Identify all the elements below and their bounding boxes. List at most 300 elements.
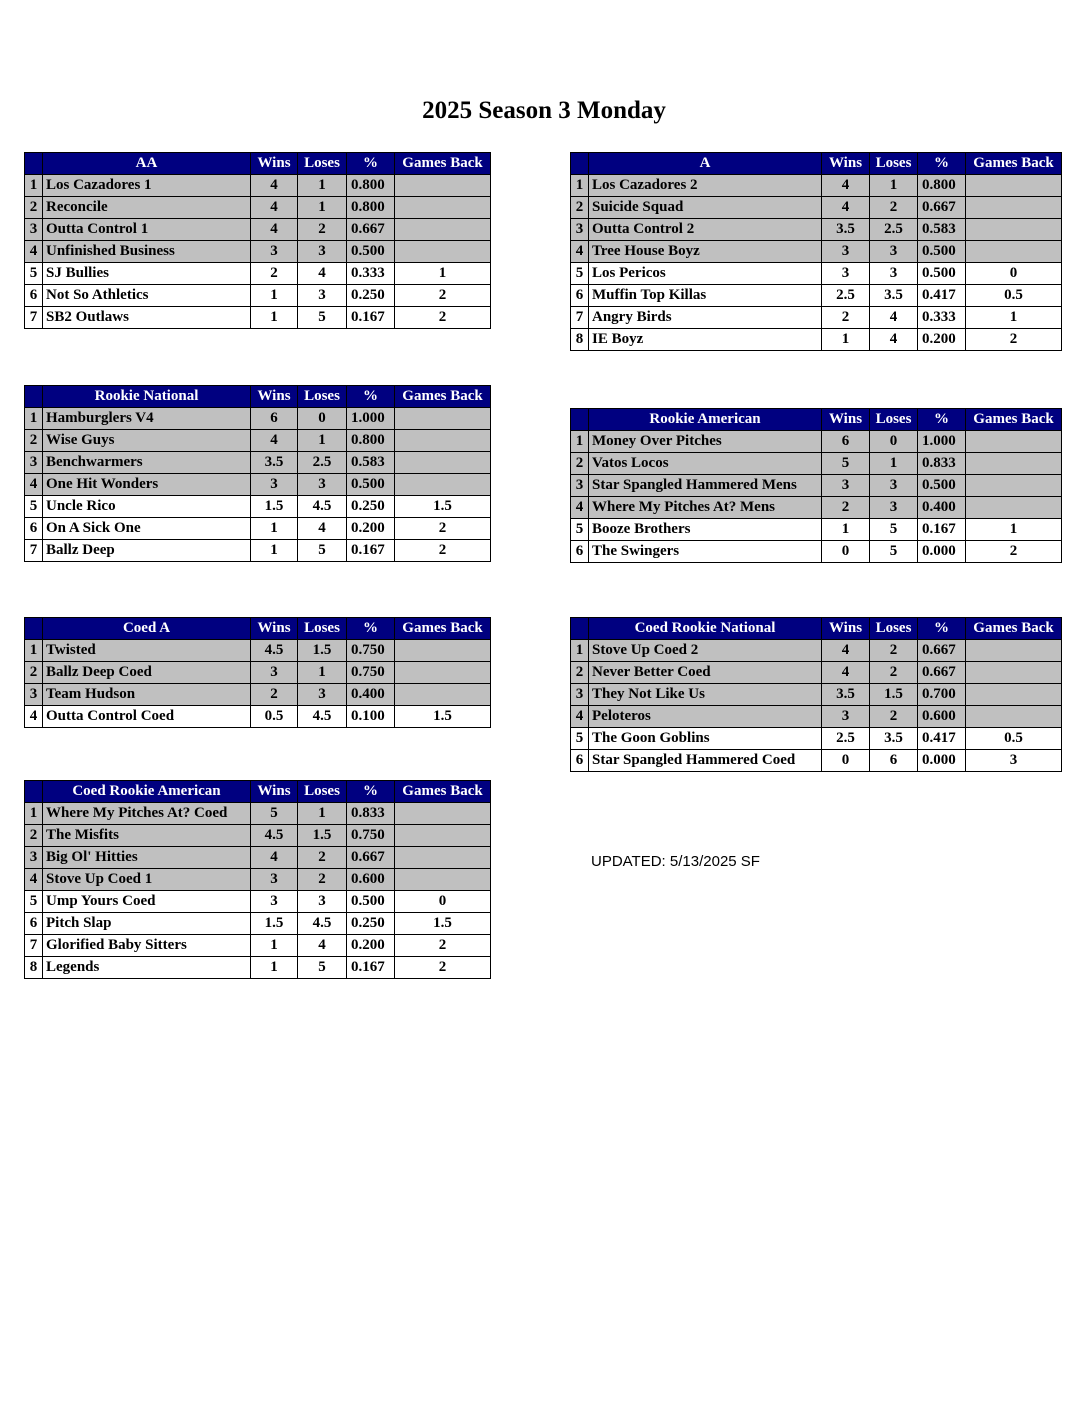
wins-cell: 4 [251,175,298,197]
header-games-back: Games Back [395,781,491,803]
games-back-cell: 1.5 [395,496,491,518]
loses-cell: 4 [298,935,347,957]
table-row [571,684,1062,706]
rank-cell: 7 [25,540,43,562]
table-row [25,803,491,825]
wins-cell: 3 [822,241,870,263]
team-name-cell: Ballz Deep [43,540,251,562]
games-back-cell [395,684,491,706]
wins-cell: 3.5 [251,452,298,474]
loses-cell: 5 [870,541,918,563]
rank-cell: 1 [571,175,589,197]
team-name-cell: On A Sick One [43,518,251,540]
table-row [25,175,491,197]
pct-cell: 0.333 [918,307,966,329]
loses-cell: 2 [870,197,918,219]
rank-cell: 1 [25,640,43,662]
table-row [25,474,491,496]
team-name-cell: Suicide Squad [589,197,822,219]
loses-cell: 1 [298,662,347,684]
pct-cell: 0.200 [347,935,395,957]
games-back-cell [395,430,491,452]
games-back-cell [395,452,491,474]
header-pct: % [347,618,395,640]
wins-cell: 0 [822,541,870,563]
standings-table-a [570,152,1062,351]
header-row [571,618,1062,640]
team-name-cell: Legends [43,957,251,979]
rank-cell: 2 [25,825,43,847]
header-wins: Wins [251,153,298,175]
rank-cell: 5 [571,728,589,750]
pct-cell: 0.600 [347,869,395,891]
wins-cell: 3 [822,706,870,728]
loses-cell: 5 [298,957,347,979]
header-wins: Wins [822,409,870,431]
header-row [25,781,491,803]
loses-cell: 4 [870,329,918,351]
loses-cell: 4.5 [298,913,347,935]
rank-cell: 3 [25,684,43,706]
pct-cell: 0.583 [347,452,395,474]
table-row [25,825,491,847]
table-row [25,869,491,891]
team-name-cell: Outta Control 2 [589,219,822,241]
wins-cell: 0 [822,750,870,772]
table-row [25,263,491,285]
table-row [25,935,491,957]
games-back-cell [395,825,491,847]
header-row [571,409,1062,431]
team-name-cell: Los Cazadores 2 [589,175,822,197]
rank-cell: 6 [25,913,43,935]
header-games-back: Games Back [966,409,1062,431]
loses-cell: 1 [298,175,347,197]
table-row [571,219,1062,241]
table-row [571,706,1062,728]
header-loses: Loses [298,781,347,803]
table-row [571,307,1062,329]
header-row [25,618,491,640]
header-games-back: Games Back [966,618,1062,640]
header-division-name: Coed Rookie American [43,781,251,803]
wins-cell: 4 [822,640,870,662]
pct-cell: 0.750 [347,825,395,847]
loses-cell: 4.5 [298,706,347,728]
table-row [25,957,491,979]
pct-cell: 1.000 [918,431,966,453]
rank-cell: 4 [571,241,589,263]
rank-cell: 4 [571,706,589,728]
table-row [571,475,1062,497]
rank-cell: 1 [25,803,43,825]
pct-cell: 0.667 [918,197,966,219]
rank-cell: 7 [25,307,43,329]
team-name-cell: Muffin Top Killas [589,285,822,307]
pct-cell: 0.800 [918,175,966,197]
table-row [25,219,491,241]
wins-cell: 1 [251,957,298,979]
team-name-cell: Los Cazadores 1 [43,175,251,197]
team-name-cell: Wise Guys [43,430,251,452]
games-back-cell: 3 [966,750,1062,772]
header-division-name: Coed Rookie National [589,618,822,640]
wins-cell: 2.5 [822,728,870,750]
team-name-cell: Angry Birds [589,307,822,329]
pct-cell: 0.250 [347,496,395,518]
pct-cell: 0.250 [347,285,395,307]
rank-cell: 4 [25,706,43,728]
games-back-cell [966,684,1062,706]
rank-cell: 7 [25,935,43,957]
team-name-cell: Peloteros [589,706,822,728]
games-back-cell [966,453,1062,475]
loses-cell: 5 [298,540,347,562]
rank-cell: 3 [25,219,43,241]
games-back-cell: 1 [966,307,1062,329]
pct-cell: 0.100 [347,706,395,728]
rank-cell: 2 [571,453,589,475]
team-name-cell: Stove Up Coed 1 [43,869,251,891]
rank-cell: 2 [571,197,589,219]
games-back-cell: 0.5 [966,285,1062,307]
games-back-cell: 2 [395,957,491,979]
games-back-cell: 1.5 [395,706,491,728]
header-pct: % [918,618,966,640]
loses-cell: 3 [298,891,347,913]
team-name-cell: Outta Control 1 [43,219,251,241]
header-rank [25,386,43,408]
rank-cell: 5 [25,263,43,285]
wins-cell: 2.5 [822,285,870,307]
wins-cell: 3 [251,474,298,496]
team-name-cell: IE Boyz [589,329,822,351]
pct-cell: 0.667 [347,847,395,869]
wins-cell: 5 [822,453,870,475]
table-row [571,263,1062,285]
pct-cell: 0.167 [347,540,395,562]
header-rank [25,618,43,640]
wins-cell: 2 [822,497,870,519]
wins-cell: 2 [251,263,298,285]
table-row [25,662,491,684]
wins-cell: 3.5 [822,684,870,706]
wins-cell: 6 [251,408,298,430]
loses-cell: 3 [870,241,918,263]
header-loses: Loses [870,618,918,640]
team-name-cell: Where My Pitches At? Mens [589,497,822,519]
pct-cell: 1.000 [347,408,395,430]
games-back-cell: 1.5 [395,913,491,935]
header-rank [25,153,43,175]
loses-cell: 1 [298,803,347,825]
team-name-cell: Tree House Boyz [589,241,822,263]
loses-cell: 2 [870,662,918,684]
wins-cell: 3 [251,662,298,684]
header-division-name: Rookie National [43,386,251,408]
rank-cell: 5 [571,263,589,285]
loses-cell: 1 [298,197,347,219]
loses-cell: 2.5 [298,452,347,474]
pct-cell: 0.500 [347,891,395,913]
table-row [571,241,1062,263]
loses-cell: 4.5 [298,496,347,518]
team-name-cell: They Not Like Us [589,684,822,706]
team-name-cell: One Hit Wonders [43,474,251,496]
team-name-cell: Ump Yours Coed [43,891,251,913]
table-row [571,175,1062,197]
rank-cell: 6 [25,285,43,307]
standings-table-coed-rookie-national [570,617,1062,772]
team-name-cell: Star Spangled Hammered Mens [589,475,822,497]
wins-cell: 3 [251,241,298,263]
pct-cell: 0.417 [918,728,966,750]
table-row [25,684,491,706]
pct-cell: 0.167 [347,307,395,329]
header-games-back: Games Back [395,386,491,408]
header-games-back: Games Back [966,153,1062,175]
header-rank [571,618,589,640]
table-row [25,496,491,518]
header-wins: Wins [251,618,298,640]
header-rank [25,781,43,803]
rank-cell: 5 [571,519,589,541]
team-name-cell: Big Ol' Hitties [43,847,251,869]
rank-cell: 4 [25,474,43,496]
pct-cell: 0.833 [347,803,395,825]
games-back-cell [966,640,1062,662]
pct-cell: 0.167 [918,519,966,541]
header-rank [571,153,589,175]
pct-cell: 0.500 [918,475,966,497]
rank-cell: 1 [571,640,589,662]
pct-cell: 0.200 [347,518,395,540]
rank-cell: 3 [571,684,589,706]
header-wins: Wins [822,618,870,640]
wins-cell: 4 [251,219,298,241]
games-back-cell: 2 [966,541,1062,563]
games-back-cell [966,241,1062,263]
header-games-back: Games Back [395,153,491,175]
table-row [571,541,1062,563]
loses-cell: 3.5 [870,285,918,307]
pct-cell: 0.800 [347,197,395,219]
wins-cell: 2 [251,684,298,706]
table-row [571,640,1062,662]
loses-cell: 2 [298,219,347,241]
wins-cell: 4.5 [251,640,298,662]
team-name-cell: Uncle Rico [43,496,251,518]
header-loses: Loses [870,153,918,175]
wins-cell: 3 [251,869,298,891]
pct-cell: 0.500 [918,263,966,285]
table-row [571,197,1062,219]
pct-cell: 0.167 [347,957,395,979]
games-back-cell: 2 [395,285,491,307]
table-row [25,847,491,869]
header-loses: Loses [298,618,347,640]
pct-cell: 0.000 [918,750,966,772]
games-back-cell: 0 [966,263,1062,285]
wins-cell: 4.5 [251,825,298,847]
wins-cell: 4 [251,430,298,452]
loses-cell: 4 [298,263,347,285]
rank-cell: 2 [25,430,43,452]
pct-cell: 0.200 [918,329,966,351]
header-row [571,153,1062,175]
pct-cell: 0.667 [918,662,966,684]
rank-cell: 4 [571,497,589,519]
header-row [25,153,491,175]
standings-table-coed-a [24,617,491,728]
rank-cell: 4 [25,869,43,891]
page-title: 2025 Season 3 Monday [422,97,666,124]
table-row [25,197,491,219]
wins-cell: 1 [822,519,870,541]
wins-cell: 5 [251,803,298,825]
pct-cell: 0.417 [918,285,966,307]
pct-cell: 0.800 [347,175,395,197]
games-back-cell [395,175,491,197]
games-back-cell: 1 [966,519,1062,541]
header-pct: % [918,409,966,431]
team-name-cell: SJ Bullies [43,263,251,285]
table-row [25,540,491,562]
pct-cell: 0.000 [918,541,966,563]
updated-note: UPDATED: 5/13/2025 SF [591,853,760,870]
team-name-cell: Hamburglers V4 [43,408,251,430]
team-name-cell: Star Spangled Hammered Coed [589,750,822,772]
team-name-cell: Los Pericos [589,263,822,285]
team-name-cell: Where My Pitches At? Coed [43,803,251,825]
games-back-cell [395,219,491,241]
table-row [25,640,491,662]
loses-cell: 2 [870,706,918,728]
games-back-cell: 1 [395,263,491,285]
team-name-cell: Unfinished Business [43,241,251,263]
header-wins: Wins [251,386,298,408]
team-name-cell: Booze Brothers [589,519,822,541]
wins-cell: 2 [822,307,870,329]
header-rank [571,409,589,431]
team-name-cell: The Misfits [43,825,251,847]
games-back-cell [966,431,1062,453]
loses-cell: 1.5 [298,825,347,847]
table-row [571,497,1062,519]
games-back-cell [395,803,491,825]
header-loses: Loses [298,386,347,408]
wins-cell: 3 [822,263,870,285]
team-name-cell: Reconcile [43,197,251,219]
pct-cell: 0.333 [347,263,395,285]
pct-cell: 0.583 [918,219,966,241]
loses-cell: 2 [298,869,347,891]
table-row [25,518,491,540]
header-pct: % [347,781,395,803]
team-name-cell: Benchwarmers [43,452,251,474]
loses-cell: 5 [298,307,347,329]
table-row [571,750,1062,772]
pct-cell: 0.800 [347,430,395,452]
games-back-cell [395,662,491,684]
rank-cell: 6 [25,518,43,540]
table-row [25,430,491,452]
rank-cell: 6 [571,541,589,563]
table-row [571,728,1062,750]
games-back-cell [966,175,1062,197]
wins-cell: 0.5 [251,706,298,728]
loses-cell: 3 [298,285,347,307]
wins-cell: 1 [251,540,298,562]
games-back-cell [966,497,1062,519]
loses-cell: 3 [298,684,347,706]
rank-cell: 2 [25,662,43,684]
rank-cell: 5 [25,496,43,518]
header-pct: % [918,153,966,175]
games-back-cell: 2 [395,518,491,540]
pct-cell: 0.750 [347,662,395,684]
table-row [25,913,491,935]
games-back-cell: 2 [395,540,491,562]
team-name-cell: Never Better Coed [589,662,822,684]
pct-cell: 0.833 [918,453,966,475]
games-back-cell: 2 [395,307,491,329]
games-back-cell: 0.5 [966,728,1062,750]
team-name-cell: Money Over Pitches [589,431,822,453]
loses-cell: 1.5 [298,640,347,662]
games-back-cell [395,474,491,496]
games-back-cell [395,408,491,430]
table-row [25,706,491,728]
rank-cell: 2 [25,197,43,219]
rank-cell: 6 [571,750,589,772]
wins-cell: 1 [822,329,870,351]
loses-cell: 3 [870,475,918,497]
pct-cell: 0.600 [918,706,966,728]
loses-cell: 3.5 [870,728,918,750]
standings-table-rookie-american [570,408,1062,563]
wins-cell: 3 [251,891,298,913]
games-back-cell [395,241,491,263]
games-back-cell: 0 [395,891,491,913]
rank-cell: 1 [25,175,43,197]
team-name-cell: Not So Athletics [43,285,251,307]
wins-cell: 4 [822,197,870,219]
team-name-cell: Stove Up Coed 2 [589,640,822,662]
rank-cell: 5 [25,891,43,913]
loses-cell: 0 [870,431,918,453]
games-back-cell [966,662,1062,684]
team-name-cell: Team Hudson [43,684,251,706]
wins-cell: 1 [251,285,298,307]
loses-cell: 4 [870,307,918,329]
wins-cell: 1 [251,518,298,540]
loses-cell: 3 [870,497,918,519]
pct-cell: 0.500 [347,474,395,496]
games-back-cell [395,197,491,219]
loses-cell: 5 [870,519,918,541]
team-name-cell: Pitch Slap [43,913,251,935]
table-row [25,891,491,913]
wins-cell: 4 [251,847,298,869]
games-back-cell [395,640,491,662]
rank-cell: 8 [25,957,43,979]
team-name-cell: Glorified Baby Sitters [43,935,251,957]
team-name-cell: Vatos Locos [589,453,822,475]
table-row [25,285,491,307]
pct-cell: 0.750 [347,640,395,662]
rank-cell: 1 [25,408,43,430]
